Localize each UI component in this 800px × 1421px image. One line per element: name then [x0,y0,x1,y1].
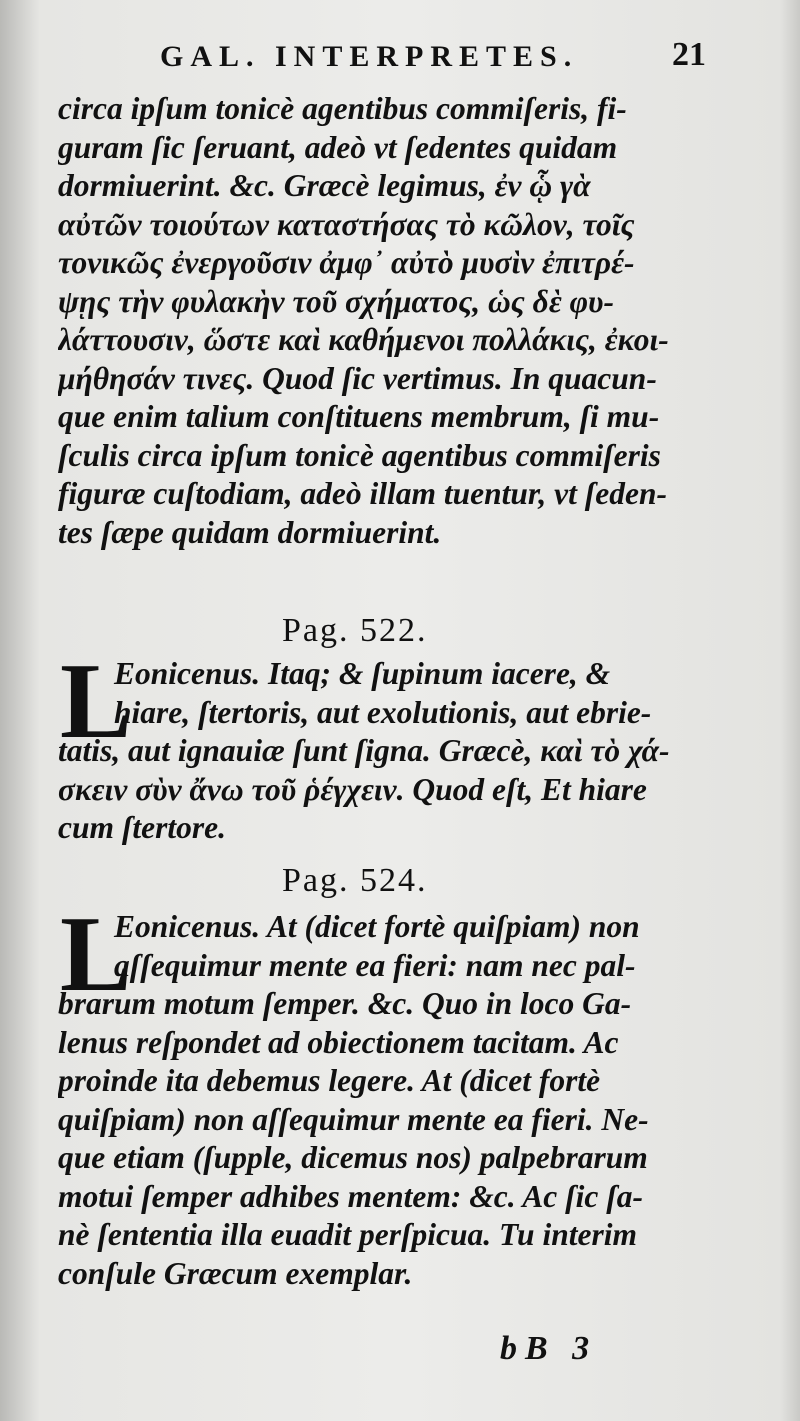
text-line: Eonicenus. At (dicet fortè quiſpiam) non [114,909,640,944]
text-line: circa ipſum tonicè agentibus commiſeris, fi- [58,91,627,126]
text-line: que etiam (ſupple, dicemus nos) palpebrarum [58,1140,648,1175]
section-heading-522: Pag. 522. [282,612,428,649]
text-line: aſſequimur mente ea fieri: nam nec pal- [114,947,636,983]
text-line: motui ſemper adhibes mentem: &c. Ac ſic ſa- [58,1178,643,1214]
text-line: tes ſæpe quidam dormiuerint. [58,514,442,550]
text-line: conſule Græcum exemplar. [58,1255,413,1291]
section-522-text [58,655,708,848]
text-line: quiſpiam) non aſſequimur mente ea fieri. Ne- [58,1101,649,1137]
drop-cap-initial: L [60,642,133,761]
text-line: ψῃς τὴν φυλακὴν τοῦ σχήματος, ὡς δὲ φυ- [58,283,614,319]
text-line: λάττουσιν, ὥστε καὶ καθήμενοι πολλάκις, ἐκοι- [58,322,669,357]
text-line: τονικῶς ἐνεργοῦσιν ἀμφ᾽ αὐτὸ μυσὶν ἐπιτρέ- [58,245,635,280]
text-line: figuræ cuſtodiam, adeò illam tuentur, vt ſeden- [58,476,668,511]
signature-mark: bB 3 [500,1330,598,1367]
text-line: dormiuerint. &c. Græcè legimus, ἐν ᾧ γὰ [58,168,591,203]
page-number: 21 [672,36,706,73]
text-line: que enim talium conſtituens membrum, ſi mu- [58,399,660,434]
text-line: ſculis circa ipſum tonicè agentibus commiſeris [58,437,661,473]
drop-cap-initial: L [60,895,133,1014]
section-524-text [58,908,708,1293]
text-line: σκειν σὺν ἄνω τοῦ ῥέγχειν. Quod eſt, Et hiare [58,771,647,807]
text-line: cum ſtertore. [58,810,226,845]
text-line: proinde ita debemus legere. At (dicet fortè [58,1063,601,1098]
text-line: tatis, aut ignauiæ ſunt ſigna. Græcè, καὶ τὸ χά- [58,733,670,768]
text-line: Eonicenus. Itaq; & ſupinum iacere, & [114,656,611,691]
text-line: guram ſic ſeruant, adeò vt ſedentes quidam [58,129,618,165]
section-heading-524: Pag. 524. [282,862,428,899]
top-text-block [58,90,708,552]
text-line: lenus reſpondet ad obiectionem tacitam. Ac [58,1024,619,1060]
text-line: hiare, ſtertoris, aut exolutionis, aut ebrie- [114,694,652,730]
text-line: nè ſententia illa euadit perſpicua. Tu interim [58,1217,637,1252]
text-line: μήθησάν τινες. Quod ſic vertimus. In quacun- [58,360,657,396]
text-line: brarum motum ſemper. &c. Quo in loco Ga- [58,986,632,1021]
text-line: αὐτῶν τοιούτων καταστήσας τὸ κῶλον, τοῖς [58,206,635,242]
running-title: GAL. INTERPRETES. [160,40,579,73]
